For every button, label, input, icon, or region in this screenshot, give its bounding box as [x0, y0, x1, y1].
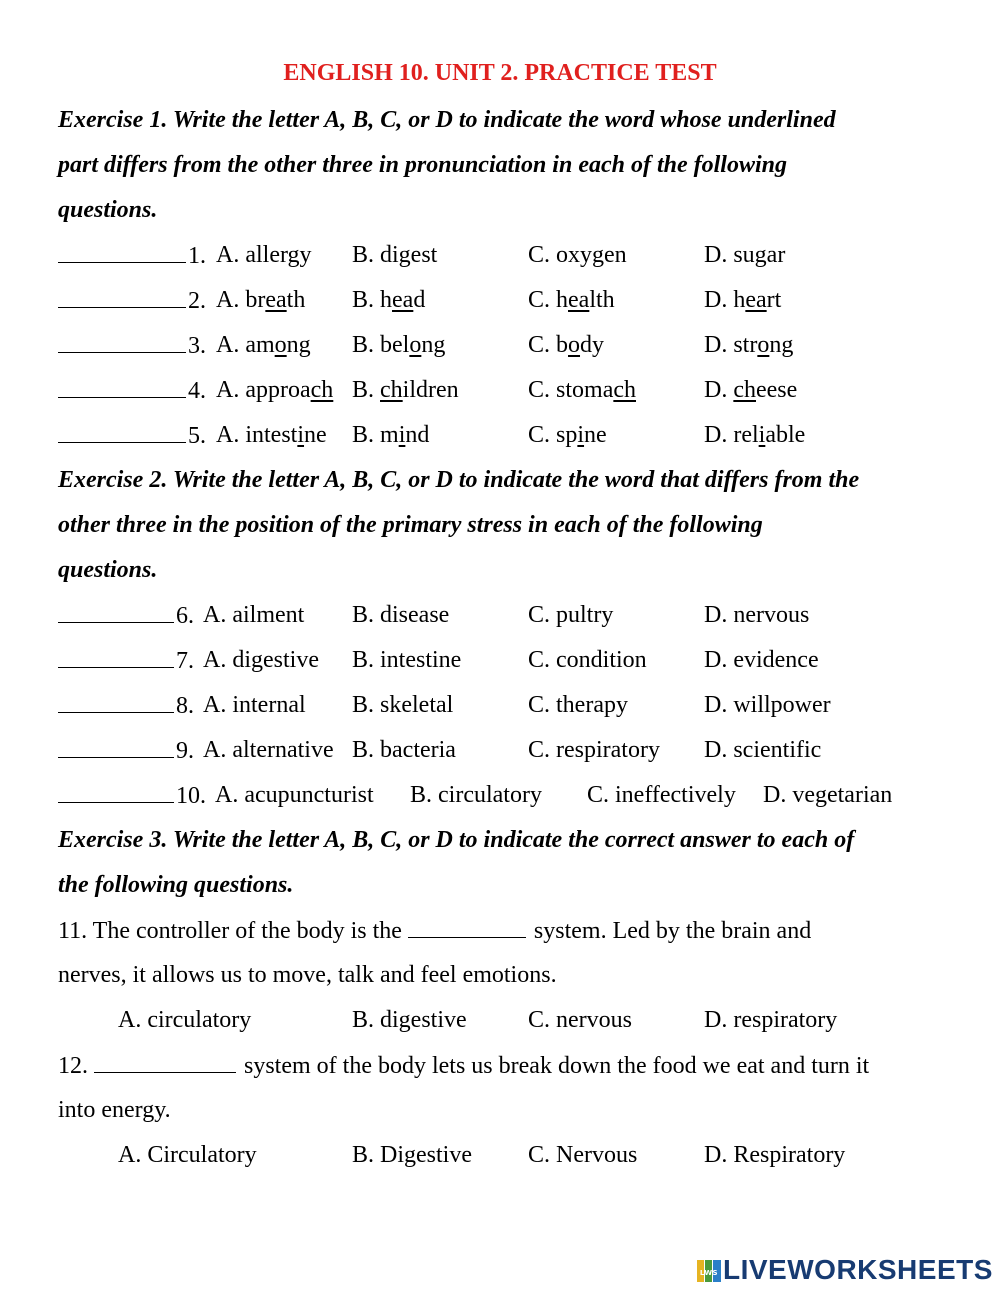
option-text: D.: [704, 422, 728, 448]
option-b: [352, 330, 445, 360]
underlined-part: ea: [568, 287, 590, 313]
option-text: stoma: [556, 377, 614, 403]
exercise1-instruction-line: part differs from the other three in pronunciation in each of the following: [58, 152, 787, 178]
option-text: ng: [421, 332, 446, 358]
question-row: [58, 600, 958, 630]
underlined-part: o: [568, 332, 581, 358]
option-text: intest: [245, 422, 298, 448]
option-d: [704, 285, 781, 315]
option-text: C.: [528, 377, 551, 403]
option-d: D. evidence: [704, 647, 819, 673]
option-d: D. scientific: [704, 737, 822, 763]
option-c: C. ineffectively: [587, 782, 736, 808]
question-12-lead: 12.: [58, 1053, 88, 1079]
option-text: oxygen: [556, 242, 627, 268]
underlined-part: ch: [733, 377, 756, 403]
option-text: able: [765, 422, 806, 448]
exercise3-instruction-line: the following questions.: [58, 872, 294, 898]
question-row: [58, 420, 958, 450]
question-12-stem: [58, 1050, 958, 1080]
option-a: [216, 330, 311, 360]
option-text: B.: [352, 287, 375, 313]
option-text: B.: [352, 332, 375, 358]
exercise1-instruction-line: questions.: [58, 197, 158, 223]
question-11-lead: 11. The controller of the body is the: [58, 918, 402, 944]
page-title: ENGLISH 10. UNIT 2. PRACTICE TEST: [283, 60, 717, 86]
answer-blank[interactable]: [58, 420, 186, 443]
option-text: ne: [304, 422, 327, 448]
option-a: [216, 285, 305, 315]
option-a: [216, 420, 327, 450]
option-text: dy: [580, 332, 605, 358]
option-b: B. bacteria: [352, 737, 456, 763]
liveworksheets-brand: LIVEWORKSHEETS: [723, 1254, 993, 1285]
option-c: C. nervous: [528, 1007, 632, 1033]
option-b: B. circulatory: [410, 782, 542, 808]
question-row: [58, 690, 958, 720]
question-row: [58, 375, 958, 405]
exercise2-instruction-line: Exercise 2. Write the letter A, B, C, or D to indicate the word that differs from the: [58, 467, 860, 493]
question-11-stem-line2: nerves, it allows us to move, talk and feel emotions.: [58, 962, 557, 988]
underlined-part: i: [577, 422, 585, 448]
question-row: [58, 780, 958, 810]
option-text: A.: [216, 377, 240, 403]
option-c: [528, 375, 636, 405]
option-b: [352, 240, 437, 270]
option-d: [704, 375, 797, 405]
option-text: sugar: [733, 242, 786, 268]
option-text: m: [380, 422, 399, 448]
option-text: th: [286, 287, 306, 313]
option-b: B. Digestive: [352, 1142, 472, 1168]
option-text: ng: [769, 332, 794, 358]
option-text: nd: [405, 422, 430, 448]
option-a: A. acupuncturist: [215, 782, 374, 808]
underlined-part: ch: [310, 377, 334, 403]
answer-blank[interactable]: [58, 240, 186, 263]
option-b: [352, 285, 425, 315]
option-d: D. respiratory: [704, 1007, 838, 1033]
option-text: b: [556, 332, 569, 358]
option-text: C.: [528, 242, 551, 268]
option-a: A. alternative: [203, 737, 334, 763]
question-row: [58, 240, 958, 270]
answer-blank[interactable]: [58, 735, 174, 758]
option-text: A.: [216, 242, 240, 268]
option-text: C.: [528, 287, 551, 313]
option-text: digest: [380, 242, 438, 268]
answer-blank[interactable]: [58, 645, 174, 668]
option-text: bel: [380, 332, 410, 358]
underlined-part: i: [398, 422, 406, 448]
question-11-stem: [58, 915, 958, 945]
question-number: 10.: [176, 783, 206, 809]
question-row: [58, 645, 958, 675]
underlined-part: ea: [745, 287, 767, 313]
option-text: h: [556, 287, 569, 313]
option-c: C. respiratory: [528, 737, 660, 763]
option-text: A.: [216, 422, 240, 448]
option-text: C.: [528, 422, 551, 448]
option-text: D.: [704, 377, 728, 403]
question-11-tail: system. Led by the brain and: [533, 918, 812, 944]
option-b: [352, 375, 459, 405]
option-b: B. disease: [352, 602, 450, 628]
option-text: D.: [704, 287, 728, 313]
option-d: D. willpower: [704, 692, 831, 718]
liveworksheets-logo-icon: [697, 1258, 721, 1280]
option-text: allergy: [245, 242, 312, 268]
option-d: D. Respiratory: [704, 1142, 846, 1168]
question-number: 5.: [188, 423, 206, 449]
option-a: [216, 240, 312, 270]
option-text: d: [413, 287, 426, 313]
option-b: B. intestine: [352, 647, 462, 673]
underlined-part: ea: [392, 287, 414, 313]
underlined-part: o: [274, 332, 287, 358]
option-c: C. Nervous: [528, 1142, 638, 1168]
option-a: A. digestive: [203, 647, 319, 673]
option-text: h: [380, 287, 393, 313]
option-text: ne: [584, 422, 607, 448]
option-a: [216, 375, 333, 405]
option-text: rt: [766, 287, 782, 313]
option-text: br: [245, 287, 266, 313]
question-row: [58, 735, 958, 765]
underlined-part: i: [758, 422, 766, 448]
question-number: 3.: [188, 333, 206, 359]
option-c: [528, 240, 627, 270]
option-text: am: [245, 332, 275, 358]
question-number: 8.: [176, 693, 194, 719]
option-c: C. pultry: [528, 602, 614, 628]
question-number: 2.: [188, 288, 206, 314]
option-text: A.: [216, 287, 240, 313]
option-d: [704, 240, 785, 270]
answer-blank[interactable]: [58, 330, 186, 353]
question-row: [58, 330, 958, 360]
option-d: [704, 420, 805, 450]
option-text: C.: [528, 332, 551, 358]
answer-blank[interactable]: [58, 285, 186, 308]
option-text: ng: [286, 332, 311, 358]
option-text: B.: [352, 377, 375, 403]
option-b: B. digestive: [352, 1007, 467, 1033]
option-text: D.: [704, 332, 728, 358]
exercise2-instruction-line: questions.: [58, 557, 158, 583]
option-c: [528, 330, 604, 360]
question-12-tail: system of the body lets us break down the food we eat and turn it: [244, 1053, 870, 1079]
option-text: D.: [704, 242, 728, 268]
option-text: rel: [733, 422, 759, 448]
option-d: D. vegetarian: [763, 782, 893, 808]
answer-blank[interactable]: [58, 600, 174, 623]
underlined-part: i: [297, 422, 305, 448]
question-number: 6.: [176, 603, 194, 629]
question-number: 7.: [176, 648, 194, 674]
answer-blank[interactable]: [58, 780, 174, 803]
question-number: 4.: [188, 378, 206, 404]
question-11-options: [58, 1005, 958, 1035]
option-text: ildren: [402, 377, 459, 403]
exercise2-instruction-line: other three in the position of the primary stress in each of the following: [58, 512, 763, 538]
question-12-options: [58, 1140, 958, 1170]
underlined-part: o: [757, 332, 770, 358]
option-c: C. condition: [528, 647, 647, 673]
option-text: approa: [245, 377, 311, 403]
answer-blank-11[interactable]: [408, 915, 526, 938]
underlined-part: ch: [613, 377, 636, 403]
underlined-part: ea: [265, 287, 287, 313]
option-c: [528, 285, 615, 315]
option-text: A.: [216, 332, 240, 358]
option-d: [704, 330, 793, 360]
option-text: B.: [352, 422, 375, 448]
option-text: str: [733, 332, 758, 358]
underlined-part: ch: [380, 377, 403, 403]
answer-blank[interactable]: [58, 375, 186, 398]
option-text: eese: [756, 377, 798, 403]
liveworksheets-logo: [697, 1255, 993, 1285]
option-b: B. skeletal: [352, 692, 454, 718]
question-row: [58, 285, 958, 315]
option-c: [528, 420, 607, 450]
logo-mark-text: LWS: [699, 1269, 719, 1277]
option-b: [352, 420, 429, 450]
answer-blank-12[interactable]: [94, 1050, 236, 1073]
underlined-part: o: [409, 332, 422, 358]
option-a: A. Circulatory: [118, 1142, 257, 1168]
option-text: sp: [556, 422, 578, 448]
question-number: 9.: [176, 738, 194, 764]
exercise1-instruction-line: Exercise 1. Write the letter A, B, C, or D to indicate the word whose underlined: [58, 107, 836, 133]
option-text: lth: [589, 287, 615, 313]
question-number: 1.: [188, 243, 206, 269]
option-text: B.: [352, 242, 375, 268]
answer-blank[interactable]: [58, 690, 174, 713]
option-a: A. ailment: [203, 602, 305, 628]
option-d: D. nervous: [704, 602, 810, 628]
option-a: A. circulatory: [118, 1007, 252, 1033]
option-a: A. internal: [203, 692, 306, 718]
exercise3-instruction-line: Exercise 3. Write the letter A, B, C, or D to indicate the correct answer to each of: [58, 827, 855, 853]
option-c: C. therapy: [528, 692, 628, 718]
question-12-stem-line2: into energy.: [58, 1097, 171, 1123]
option-text: h: [733, 287, 746, 313]
